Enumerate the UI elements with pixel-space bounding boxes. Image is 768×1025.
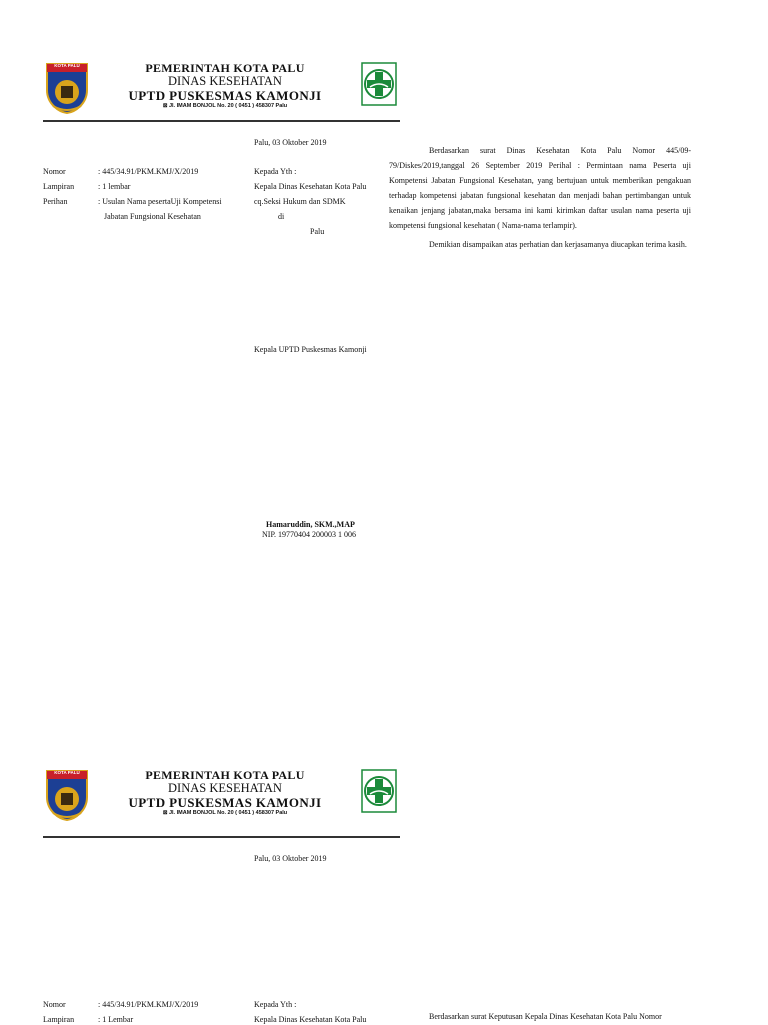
- recipient-line: Kepada Yth :: [254, 167, 297, 176]
- recipient-line: Kepala Dinas Kesehatan Kota Palu: [254, 1015, 367, 1024]
- header-title: PEMERINTAH KOTA PALU: [145, 61, 305, 75]
- envelope-icon: ⊠: [162, 103, 169, 109]
- letter-date: Palu, 03 Oktober 2019: [254, 854, 327, 863]
- header-dinas: DINAS KESEHATAN: [168, 781, 282, 795]
- body-paragraph-2: Demikian disampaikan atas perhatian dan kerjasamanya diucapkan terima kasih.: [429, 240, 687, 249]
- recipient-block: [254, 166, 394, 237]
- header-uptd: UPTD PUSKESMAS KAMONJI: [128, 795, 322, 810]
- recipient-line: Kepala Dinas Kesehatan Kota Palu: [254, 182, 367, 191]
- body-paragraph-1: Berdasarkan surat Dinas Kesehatan Kota Palu Nomor 445/09-79/Diskes/2019,tanggal 26 September 2019 Perihal : Permintaan nama Peserta uji Kompetensi Jabatan Fungsional Kesehatan, yang bertujuan untuk memberikan pengakuan terhadap kompetensi jabatan fungsional kesehatan dan menjadi bahan pertimbangan untuk kenaikan jenjang jabatan,maka bersama ini kami kirimkan daftar usulan nama peserta uji kompetensi fungsional kesehatan ( Nama-nama terlampir).: [389, 146, 691, 230]
- logo-text: KOTA PALU: [54, 63, 80, 68]
- recipient-line: di: [278, 212, 285, 221]
- header-title: PEMERINTAH KOTA PALU: [145, 768, 305, 782]
- meta-row-lampiran: Lampiran : 1 Lembar: [43, 1015, 134, 1024]
- meta-row-nomor: Nomor : 445/34.91/PKM.KMJ/X/2019: [43, 1000, 199, 1009]
- puskesmas-cross-logo: [360, 768, 398, 814]
- header-address: ⊠ Jl. IMAM BONJOL No. 20 ( 0451 ) 458307 Palu: [162, 810, 288, 816]
- recipient-block: [254, 999, 394, 1025]
- meta-row-lampiran: Lampiran : 1 lembar: [43, 182, 131, 191]
- signature-name: Hamaruddin, SKM.,MAP: [266, 520, 355, 529]
- header-uptd: UPTD PUSKESMAS KAMONJI: [128, 88, 322, 103]
- recipient-line: cq.Seksi Hukum dan SDMK: [254, 197, 346, 206]
- recipient-line: Palu: [310, 227, 325, 236]
- meta-row-perihal: Perihan : Usulan Nama pesertaUji Kompetensi: [43, 197, 222, 206]
- signature-nip: NIP. 19770404 200003 1 006: [262, 530, 357, 539]
- logo-text: KOTA PALU: [54, 770, 80, 775]
- meta-row-nomor: Nomor : 445/34.91/PKM.KMJ/X/2019: [43, 167, 199, 176]
- letter-meta: [43, 999, 253, 1025]
- header-dinas: DINAS KESEHATAN: [168, 74, 282, 88]
- meta-row-perihal-cont: Jabatan Fungsional Kesehatan: [104, 212, 201, 221]
- recipient-line: Kepada Yth :: [254, 1000, 297, 1009]
- puskesmas-cross-logo: [360, 61, 398, 107]
- letter-date: Palu, 03 Oktober 2019: [254, 138, 327, 147]
- header-rule: [43, 120, 400, 122]
- signature-position: Kepala UPTD Puskesmas Kamonji: [254, 345, 367, 354]
- kota-palu-logo: [45, 62, 89, 114]
- header-rule: [43, 836, 400, 838]
- kota-palu-logo: [45, 769, 89, 821]
- envelope-icon: ⊠: [162, 810, 169, 816]
- letter-meta: [43, 166, 253, 222]
- header-address: ⊠ Jl. IMAM BONJOL No. 20 ( 0451 ) 458307 Palu: [162, 103, 288, 109]
- body-paragraph-1: Berdasarkan surat Keputusan Kepala Dinas Kesehatan Kota Palu Nomor: [429, 1012, 662, 1021]
